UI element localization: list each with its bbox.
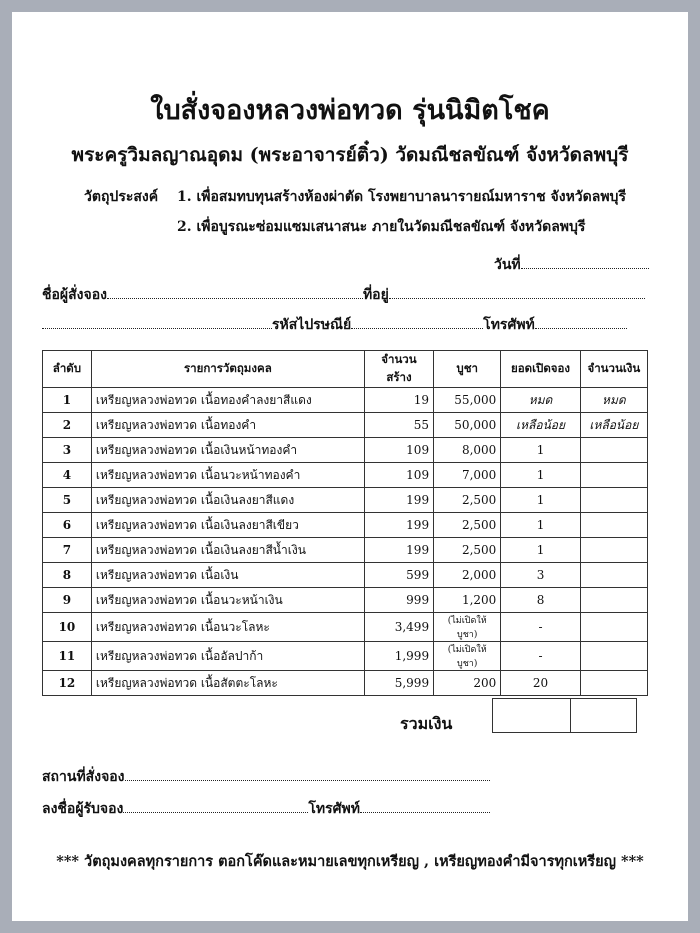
- row-item: เหรียญหลวงพ่อทวด เนื้อนวะโลหะ: [91, 613, 364, 642]
- row-status: -: [501, 642, 580, 671]
- purpose-item-1: 1. เพื่อสมทบทุนสร้างห้องผ่าตัด โรงพยาบาลนารายณ์มหาราช จังหวัดลพบุรี: [177, 189, 626, 205]
- table-row: [43, 671, 648, 696]
- table-row: [43, 513, 648, 538]
- receiver-phone-label: โทรศัพท์: [308, 801, 361, 817]
- row-no: 7: [43, 538, 92, 563]
- row-amount[interactable]: [580, 438, 647, 463]
- total-label: รวมเงิน: [400, 714, 453, 733]
- row-qty: 3,499: [364, 613, 433, 642]
- row-amount: หมด: [580, 388, 647, 413]
- purpose-label: วัตถุประสงค์: [84, 189, 159, 205]
- row-item: เหรียญหลวงพ่อทวด เนื้อทองคำลงยาสีแดง: [91, 388, 364, 413]
- row-amount[interactable]: [580, 642, 647, 671]
- total-box: [492, 698, 637, 733]
- row-amount[interactable]: [580, 488, 647, 513]
- row-amount[interactable]: [580, 588, 647, 613]
- row-item: เหรียญหลวงพ่อทวด เนื้อเงินลงยาสีน้ำเงิน: [91, 538, 364, 563]
- row-item: เหรียญหลวงพ่อทวด เนื้อเงินลงยาสีเขียว: [91, 513, 364, 538]
- receiver-phone-blank[interactable]: [360, 798, 490, 813]
- table-row: [43, 463, 648, 488]
- table-row: [43, 642, 648, 671]
- order-form-sheet: [12, 12, 688, 921]
- postcode-label: รหัสไปรษณีย์: [272, 317, 352, 333]
- row-amount: เหลือน้อย: [580, 413, 647, 438]
- row-status[interactable]: 1: [501, 438, 580, 463]
- name-label: ชื่อผู้สั่งจอง: [42, 287, 107, 303]
- row-no: 6: [43, 513, 92, 538]
- address-blank-2[interactable]: [42, 314, 272, 329]
- row-item: เหรียญหลวงพ่อทวด เนื้ออัลปาก้า: [91, 642, 364, 671]
- row-qty: 55: [364, 413, 433, 438]
- row-qty: 109: [364, 438, 433, 463]
- row-qty: 199: [364, 538, 433, 563]
- purpose-item-2: 2. เพื่อบูรณะซ่อมแซมเสนาสนะ ภายในวัดมณีชลขัณฑ์ จังหวัดลพบุรี: [177, 219, 586, 235]
- row-qty: 999: [364, 588, 433, 613]
- header-qty: จำนวนสร้าง: [364, 351, 433, 388]
- total-status-cell[interactable]: [493, 699, 571, 733]
- date-blank[interactable]: [521, 254, 649, 269]
- row-no: 4: [43, 463, 92, 488]
- row-price: 8,000: [434, 438, 501, 463]
- place-line: [42, 766, 490, 788]
- row-price: 2,500: [434, 538, 501, 563]
- row-item: เหรียญหลวงพ่อทวด เนื้อเงินลงยาสีแดง: [91, 488, 364, 513]
- header-status: ยอดเปิดจอง: [501, 351, 580, 388]
- row-status[interactable]: 1: [501, 488, 580, 513]
- name-blank[interactable]: [107, 284, 363, 299]
- place-blank[interactable]: [125, 766, 490, 781]
- row-status: หมด: [501, 388, 580, 413]
- row-price: 2,500: [434, 488, 501, 513]
- receiver-blank[interactable]: [123, 798, 308, 813]
- row-price: (ไม่เปิดให้บูชา): [434, 642, 501, 671]
- address-label: ที่อยู่: [362, 287, 389, 303]
- date-field[interactable]: [494, 254, 649, 276]
- table-row: [43, 563, 648, 588]
- postcode-phone-line: [42, 314, 627, 336]
- row-amount[interactable]: [580, 513, 647, 538]
- row-amount[interactable]: [580, 463, 647, 488]
- row-status[interactable]: 1: [501, 538, 580, 563]
- row-item: เหรียญหลวงพ่อทวด เนื้อเงินหน้าทองคำ: [91, 438, 364, 463]
- row-no: 5: [43, 488, 92, 513]
- row-no: 8: [43, 563, 92, 588]
- row-price: 2,000: [434, 563, 501, 588]
- table-header-row: [43, 351, 648, 388]
- row-amount[interactable]: [580, 613, 647, 642]
- date-label: วันที่: [494, 257, 521, 273]
- amulet-order-table: [42, 350, 648, 696]
- row-qty: 1,999: [364, 642, 433, 671]
- row-qty: 199: [364, 513, 433, 538]
- row-item: เหรียญหลวงพ่อทวด เนื้อทองคำ: [91, 413, 364, 438]
- address-blank[interactable]: [389, 284, 645, 299]
- table-row: [43, 588, 648, 613]
- row-price: 2,500: [434, 513, 501, 538]
- row-price: 55,000: [434, 388, 501, 413]
- row-qty: 109: [364, 463, 433, 488]
- table-row: [43, 438, 648, 463]
- row-no: 3: [43, 438, 92, 463]
- phone-label: โทรศัพท์: [483, 317, 535, 333]
- footer-note: *** วัตถุมงคลทุกรายการ ตอกโค๊ดและหมายเลขทุกเหรียญ , เหรียญทองคำมีจารทุกเหรียญ ***: [56, 853, 644, 870]
- receiver-line: [42, 798, 490, 820]
- header-no: ลำดับ: [43, 351, 92, 388]
- form-title: ใบสั่งจองหลวงพ่อทวด รุ่นนิมิตโชค: [150, 95, 550, 126]
- table-row: [43, 613, 648, 642]
- table-row: [43, 388, 648, 413]
- row-item: เหรียญหลวงพ่อทวด เนื้อนวะหน้าทองคำ: [91, 463, 364, 488]
- row-item: เหรียญหลวงพ่อทวด เนื้อสัตตะโลหะ: [91, 671, 364, 696]
- row-status[interactable]: 8: [501, 588, 580, 613]
- row-qty: 599: [364, 563, 433, 588]
- row-price: (ไม่เปิดให้บูชา): [434, 613, 501, 642]
- row-qty: 199: [364, 488, 433, 513]
- row-qty: 5,999: [364, 671, 433, 696]
- row-no: 2: [43, 413, 92, 438]
- total-amount-cell[interactable]: [571, 699, 637, 733]
- form-subtitle: พระครูวิมลญาณอุดม (พระอาจารย์ติ๋ว) วัดมณีชลขัณฑ์ จังหวัดลพบุรี: [71, 144, 629, 166]
- receiver-label: ลงชื่อผู้รับจอง: [42, 801, 124, 817]
- header-amount: จำนวนเงิน: [580, 351, 647, 388]
- header-item: รายการวัตถุมงคล: [91, 351, 364, 388]
- postcode-blank[interactable]: [351, 314, 483, 329]
- row-price: 1,200: [434, 588, 501, 613]
- row-status[interactable]: 1: [501, 513, 580, 538]
- row-status: เหลือน้อย: [501, 413, 580, 438]
- header-price: บูชา: [434, 351, 501, 388]
- phone-blank[interactable]: [535, 314, 627, 329]
- table-row: [43, 488, 648, 513]
- row-qty: 19: [364, 388, 433, 413]
- name-address-line: [42, 284, 645, 306]
- row-amount[interactable]: [580, 563, 647, 588]
- row-status[interactable]: 3: [501, 563, 580, 588]
- row-item: เหรียญหลวงพ่อทวด เนื้อเงิน: [91, 563, 364, 588]
- row-no: 9: [43, 588, 92, 613]
- table-row: [43, 538, 648, 563]
- row-no: 10: [43, 613, 92, 642]
- place-label: สถานที่สั่งจอง: [42, 769, 125, 785]
- row-status[interactable]: 1: [501, 463, 580, 488]
- row-price: 200: [434, 671, 501, 696]
- row-item: เหรียญหลวงพ่อทวด เนื้อนวะหน้าเงิน: [91, 588, 364, 613]
- row-status[interactable]: 20: [501, 671, 580, 696]
- row-amount[interactable]: [580, 538, 647, 563]
- row-no: 12: [43, 671, 92, 696]
- row-amount[interactable]: [580, 671, 647, 696]
- row-no: 11: [43, 642, 92, 671]
- row-status: -: [501, 613, 580, 642]
- row-price: 50,000: [434, 413, 501, 438]
- row-no: 1: [43, 388, 92, 413]
- table-row: [43, 413, 648, 438]
- row-price: 7,000: [434, 463, 501, 488]
